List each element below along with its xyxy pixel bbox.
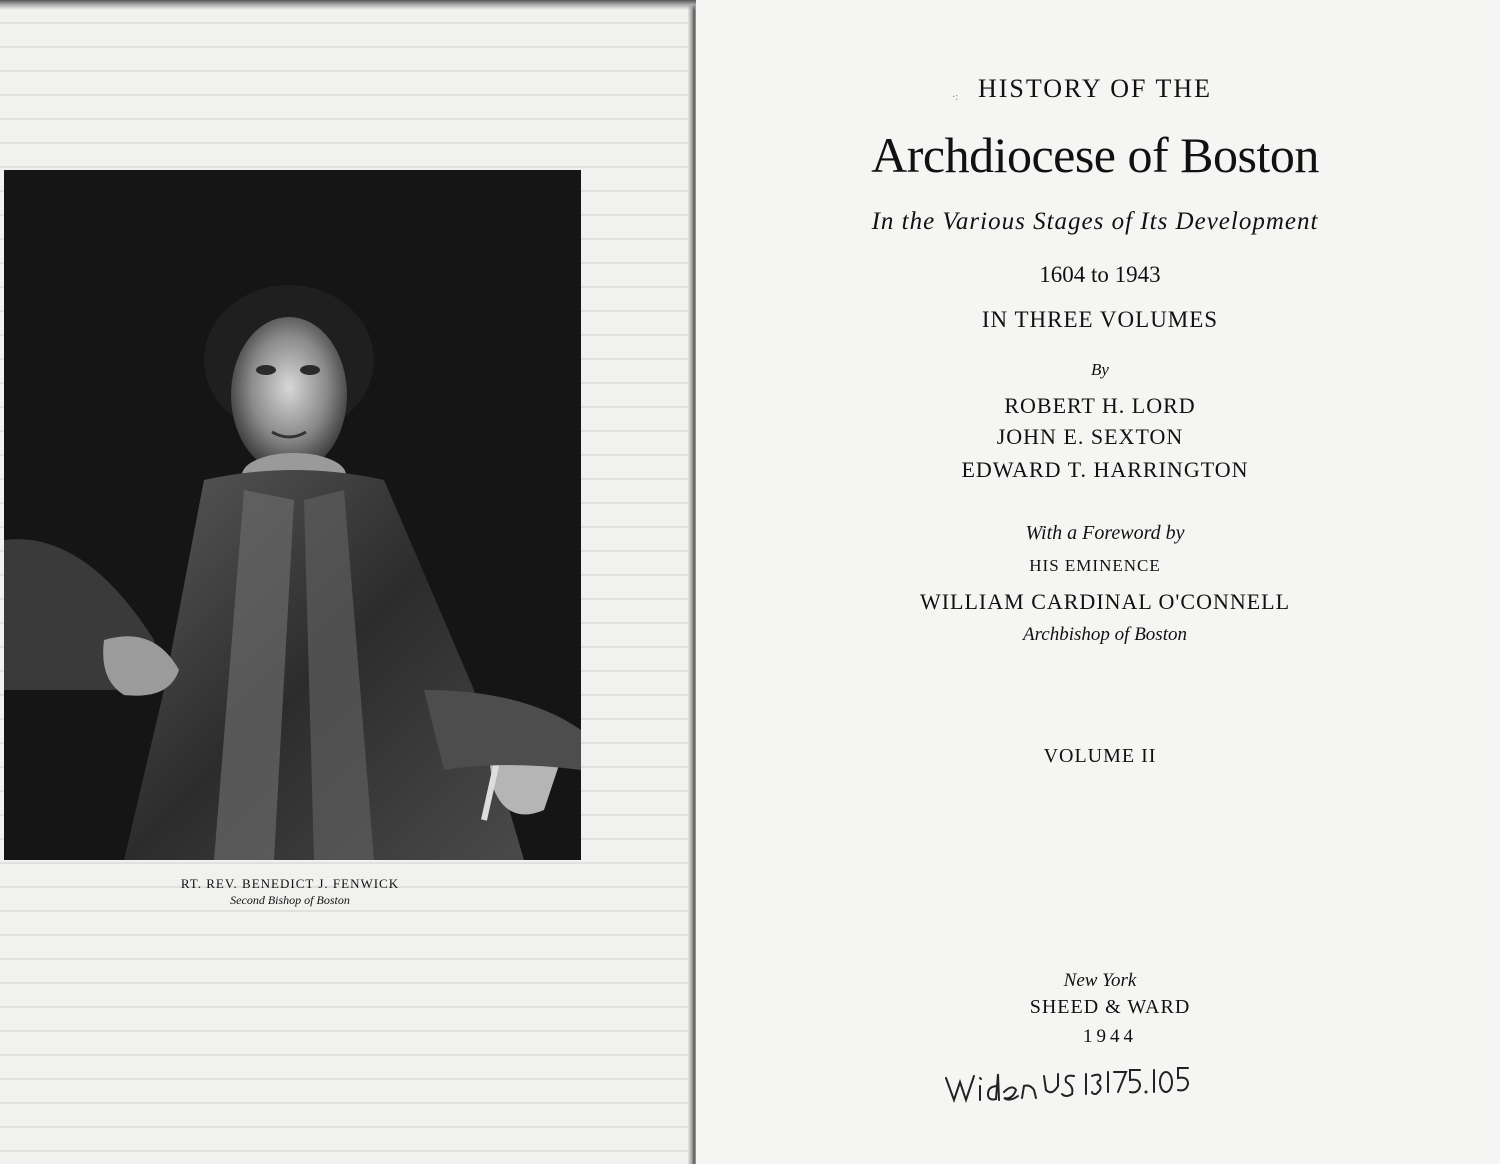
by-label: By (1091, 360, 1109, 379)
publisher-name: SHEED & WARD (1029, 996, 1191, 1018)
left-page (0, 0, 690, 1164)
volume-number: VOLUME II (1043, 745, 1157, 767)
foreword-author-title: Archbishop of Boston (1023, 624, 1187, 645)
publication-place: New York (1063, 970, 1137, 991)
scan-mark: ·: (952, 92, 959, 103)
title-prefix: HISTORY OF THE (977, 74, 1213, 103)
book-subtitle: In the Various Stages of Its Development (871, 208, 1319, 235)
year-range: 1604 to 1943 (1039, 262, 1161, 287)
eminence-label: HIS EMINENCE (1029, 556, 1161, 575)
portrait-caption-name: RT. REV. BENEDICT J. FENWICK (180, 876, 400, 891)
book-title: Archdiocese of Boston (871, 127, 1319, 183)
author-name: ROBERT H. LORD (1004, 393, 1196, 418)
publication-year: 1944 (1083, 1026, 1137, 1047)
author-name: EDWARD T. HARRINGTON (961, 457, 1249, 482)
handwriting-drawing (940, 1056, 1210, 1112)
author-name: JOHN E. SEXTON (996, 424, 1184, 449)
portrait-caption-role: Second Bishop of Boston (230, 893, 350, 907)
handwritten-call-number (940, 1056, 1210, 1112)
foreword-label: With a Foreword by (1025, 522, 1185, 544)
volume-count: IN THREE VOLUMES (981, 307, 1219, 332)
foreword-author: WILLIAM CARDINAL O'CONNELL (919, 589, 1291, 614)
portrait-illustration (4, 170, 581, 860)
portrait-photo (4, 170, 581, 860)
